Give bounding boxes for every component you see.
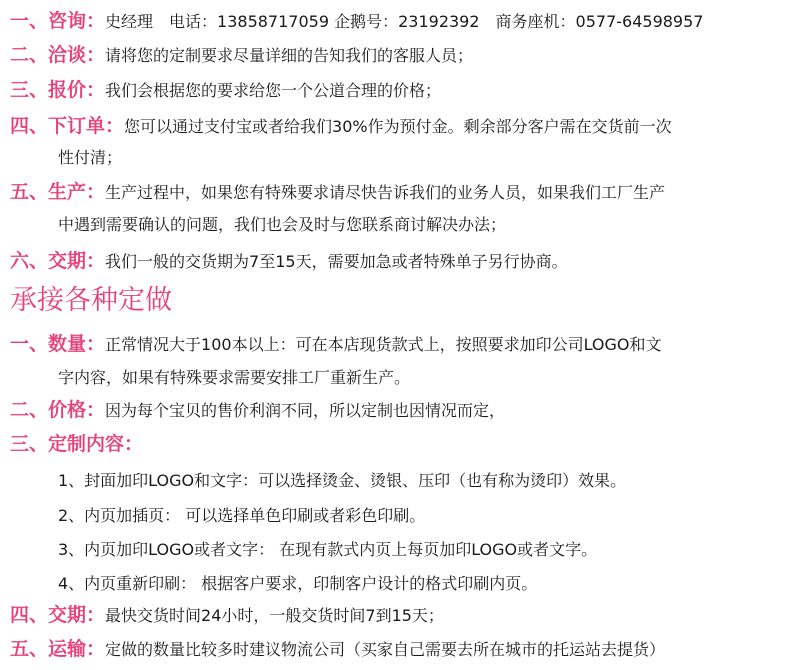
sub-item-3: 3、内页加印LOGO或者文字： 在现有款式内页上每页加印LOGO或者文字。 [58, 540, 598, 559]
custom-item-1 [10, 333, 662, 356]
sub-item-1: 1、封面加印LOGO和文字：可以选择烫金、烫银、压印（也有称为烫印）效果。 [58, 471, 627, 490]
term-number: 五、 [10, 181, 49, 203]
term-6 [10, 250, 568, 273]
term-number: 一、 [10, 10, 49, 32]
item-label: 定制内容： [48, 433, 144, 455]
term-4-continuation: 性付清； [58, 148, 123, 167]
sub-item-4: 4、内页重新印刷： 根据客户要求，印制客户设计的格式印刷内页。 [58, 574, 538, 593]
item-number: 三、 [10, 433, 49, 455]
custom-item-4 [10, 604, 444, 627]
item-label: 交期： [48, 604, 106, 626]
term-text: 您可以通过支付宝或者给我们30%作为预付金。剩余部分客户需在交货前一次 [124, 117, 672, 136]
term-number: 二、 [10, 44, 49, 66]
term-label: 下订单： [48, 115, 125, 137]
item-number: 一、 [10, 333, 49, 355]
term-label: 交期： [48, 250, 106, 272]
term-text: 史经理 电话：13858717059 企鹅号：23192392 商务座机：0577-64598957 [105, 12, 704, 31]
term-2 [10, 44, 473, 67]
term-number: 三、 [10, 79, 49, 101]
item-number: 二、 [10, 399, 49, 421]
term-text: 我们一般的交货期为7至15天，需要加急或者特殊单子另行协商。 [105, 252, 568, 271]
term-label: 洽谈： [48, 44, 106, 66]
custom-item-5 [10, 638, 665, 661]
item-text: 因为每个宝贝的售价利润不同，所以定制也因情况而定， [105, 401, 506, 420]
sub-item-2: 2、内页加插页： 可以选择单色印刷或者彩色印刷。 [58, 506, 426, 525]
item-label: 数量： [48, 333, 106, 355]
item-label: 价格： [48, 399, 106, 421]
item-text: 最快交货时间24小时，一般交货时间7到15天； [105, 606, 444, 625]
term-4 [10, 115, 672, 138]
term-5-continuation: 中遇到需要确认的问题，我们也会及时与您联系商讨解决办法； [58, 215, 507, 234]
custom-item-2 [10, 399, 505, 422]
term-text: 我们会根据您的要求给您一个公道合理的价格； [105, 81, 442, 100]
term-number: 六、 [10, 250, 49, 272]
item-text: 定做的数量比较多时建议物流公司（买家自己需要去所在城市的托运站去提货） [105, 640, 666, 659]
term-number: 四、 [10, 115, 49, 137]
item-number: 四、 [10, 604, 49, 626]
term-label: 咨询： [48, 10, 106, 32]
item-number: 五、 [10, 638, 49, 660]
custom-item-3 [10, 433, 143, 456]
term-1 [10, 10, 703, 33]
item-label: 运输： [48, 638, 106, 660]
section-title: 承接各种定做 [10, 285, 172, 316]
term-text: 生产过程中，如果您有特殊要求请尽快告诉我们的业务人员，如果我们工厂生产 [105, 183, 666, 202]
term-5 [10, 181, 665, 204]
term-3 [10, 79, 441, 102]
custom-item-1-continuation: 字内容，如果有特殊要求需要安排工厂重新生产。 [58, 368, 411, 387]
item-text: 正常情况大于100本以上：可在本店现货款式上，按照要求加印公司LOGO和文 [105, 335, 662, 354]
term-label: 生产： [48, 181, 106, 203]
term-text: 请将您的定制要求尽量详细的告知我们的客服人员； [105, 46, 474, 65]
term-label: 报价： [48, 79, 106, 101]
